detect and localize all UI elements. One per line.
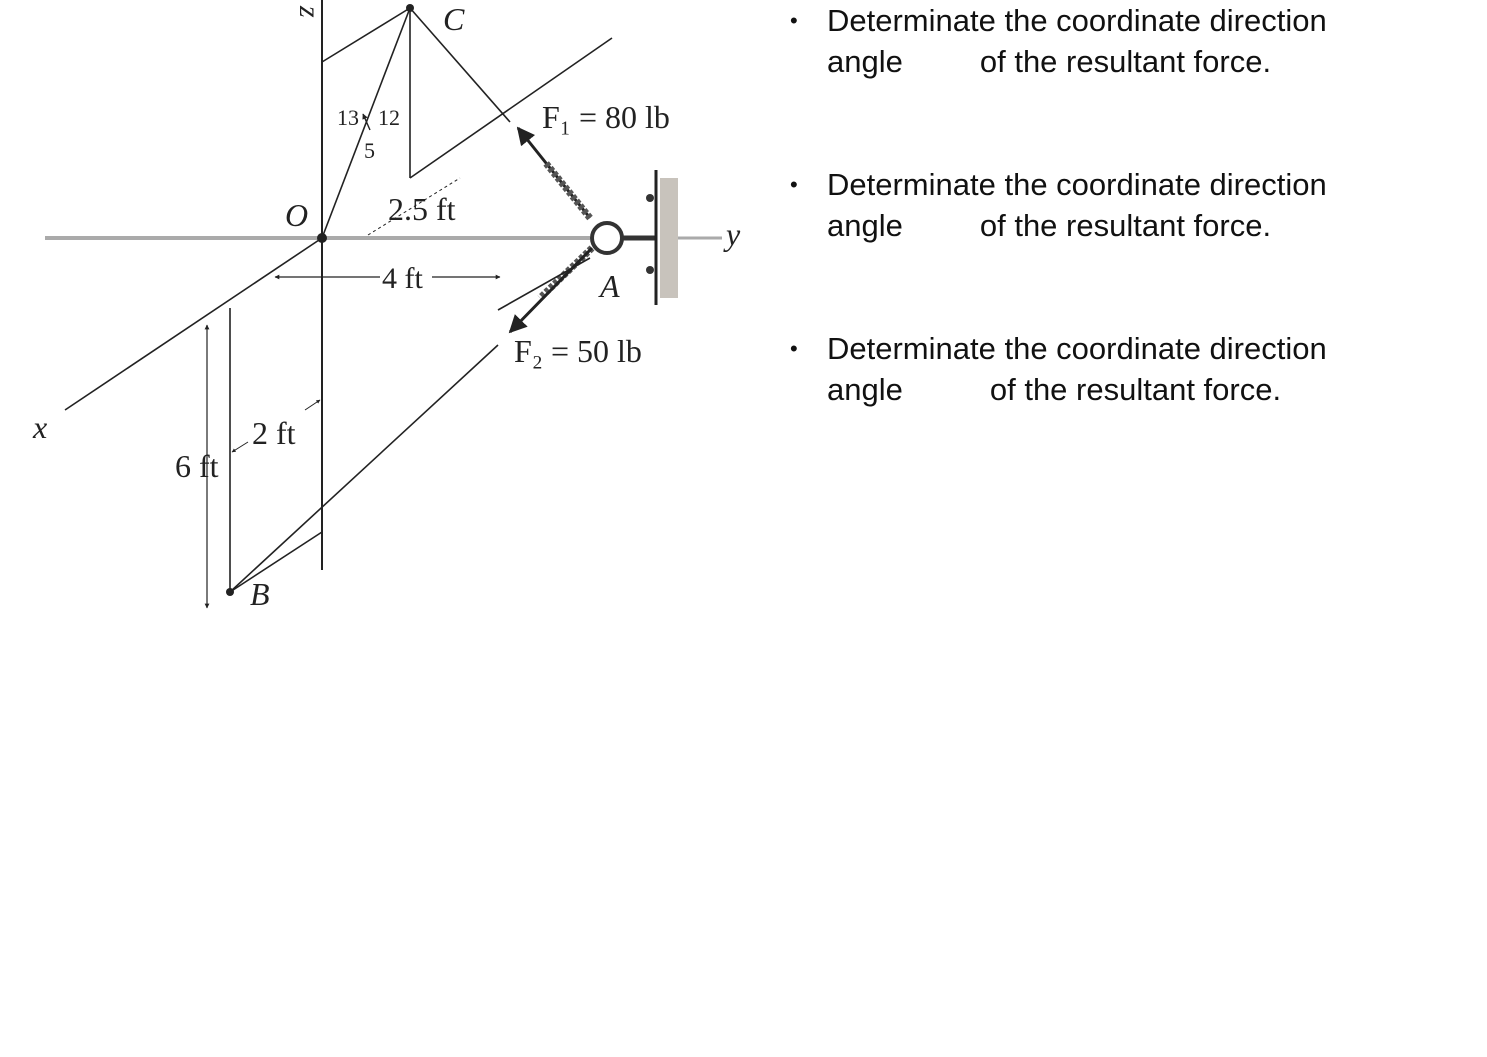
label-z: z [293, 6, 326, 18]
question-item-2 [790, 164, 1327, 246]
label-o: O [285, 197, 309, 233]
question-line-2-start: angle [827, 44, 903, 79]
bullet: • [790, 336, 798, 361]
dim-25-label: 2.5 ft [388, 191, 456, 227]
f1-label: F₁ = 80 lb [542, 99, 670, 135]
question-line-1: Determinate the coordinate direction [827, 167, 1327, 202]
dim-4-label: 4 ft [382, 262, 423, 295]
question-line-2-end: of the resultant force. [979, 44, 1272, 79]
slope-vert-label: 12 [378, 105, 400, 130]
wall [660, 178, 678, 298]
f2-label: F₂ = 50 lb [514, 333, 642, 369]
x-axis [65, 238, 322, 410]
f2-arrow [510, 248, 592, 332]
dim-2-line-right [305, 400, 320, 410]
slope-horiz-label: 5 [364, 138, 375, 163]
force-diagram [0, 0, 780, 620]
ring-a [592, 223, 622, 253]
question-line-2-end: of the resultant force. [979, 208, 1272, 243]
force-diagram-svg [0, 0, 780, 620]
bolt-top [646, 194, 654, 202]
question-line-2-end: of the resultant force. [989, 372, 1282, 407]
plane-line-top [322, 8, 410, 62]
lower-plane-line [498, 258, 590, 310]
dim-2-line-left [232, 442, 248, 452]
label-x: x [33, 409, 48, 445]
question-line-1: Determinate the coordinate direction [827, 331, 1327, 366]
label-y: y [726, 216, 741, 252]
point-o [317, 233, 327, 243]
bolt-bottom [646, 266, 654, 274]
question-line-2-start: angle [827, 372, 903, 407]
point-c [406, 4, 414, 12]
question-line-2-start: angle [827, 208, 903, 243]
bullet: • [790, 8, 798, 33]
cable-ab [230, 345, 498, 592]
label-c: C [443, 1, 465, 37]
question-line-1: Determinate the coordinate direction [827, 3, 1327, 38]
question-item-3 [790, 328, 1327, 410]
label-b: B [250, 576, 270, 612]
label-a: A [600, 268, 620, 304]
point-b [226, 588, 234, 596]
slope-hyp-label: 13 [337, 105, 359, 130]
question-item-1 [790, 0, 1327, 82]
b-to-z-line [230, 532, 322, 592]
bullet: • [790, 172, 798, 197]
dim-2-label: 2 ft [252, 415, 296, 451]
dim-6-label: 6 ft [175, 448, 219, 484]
